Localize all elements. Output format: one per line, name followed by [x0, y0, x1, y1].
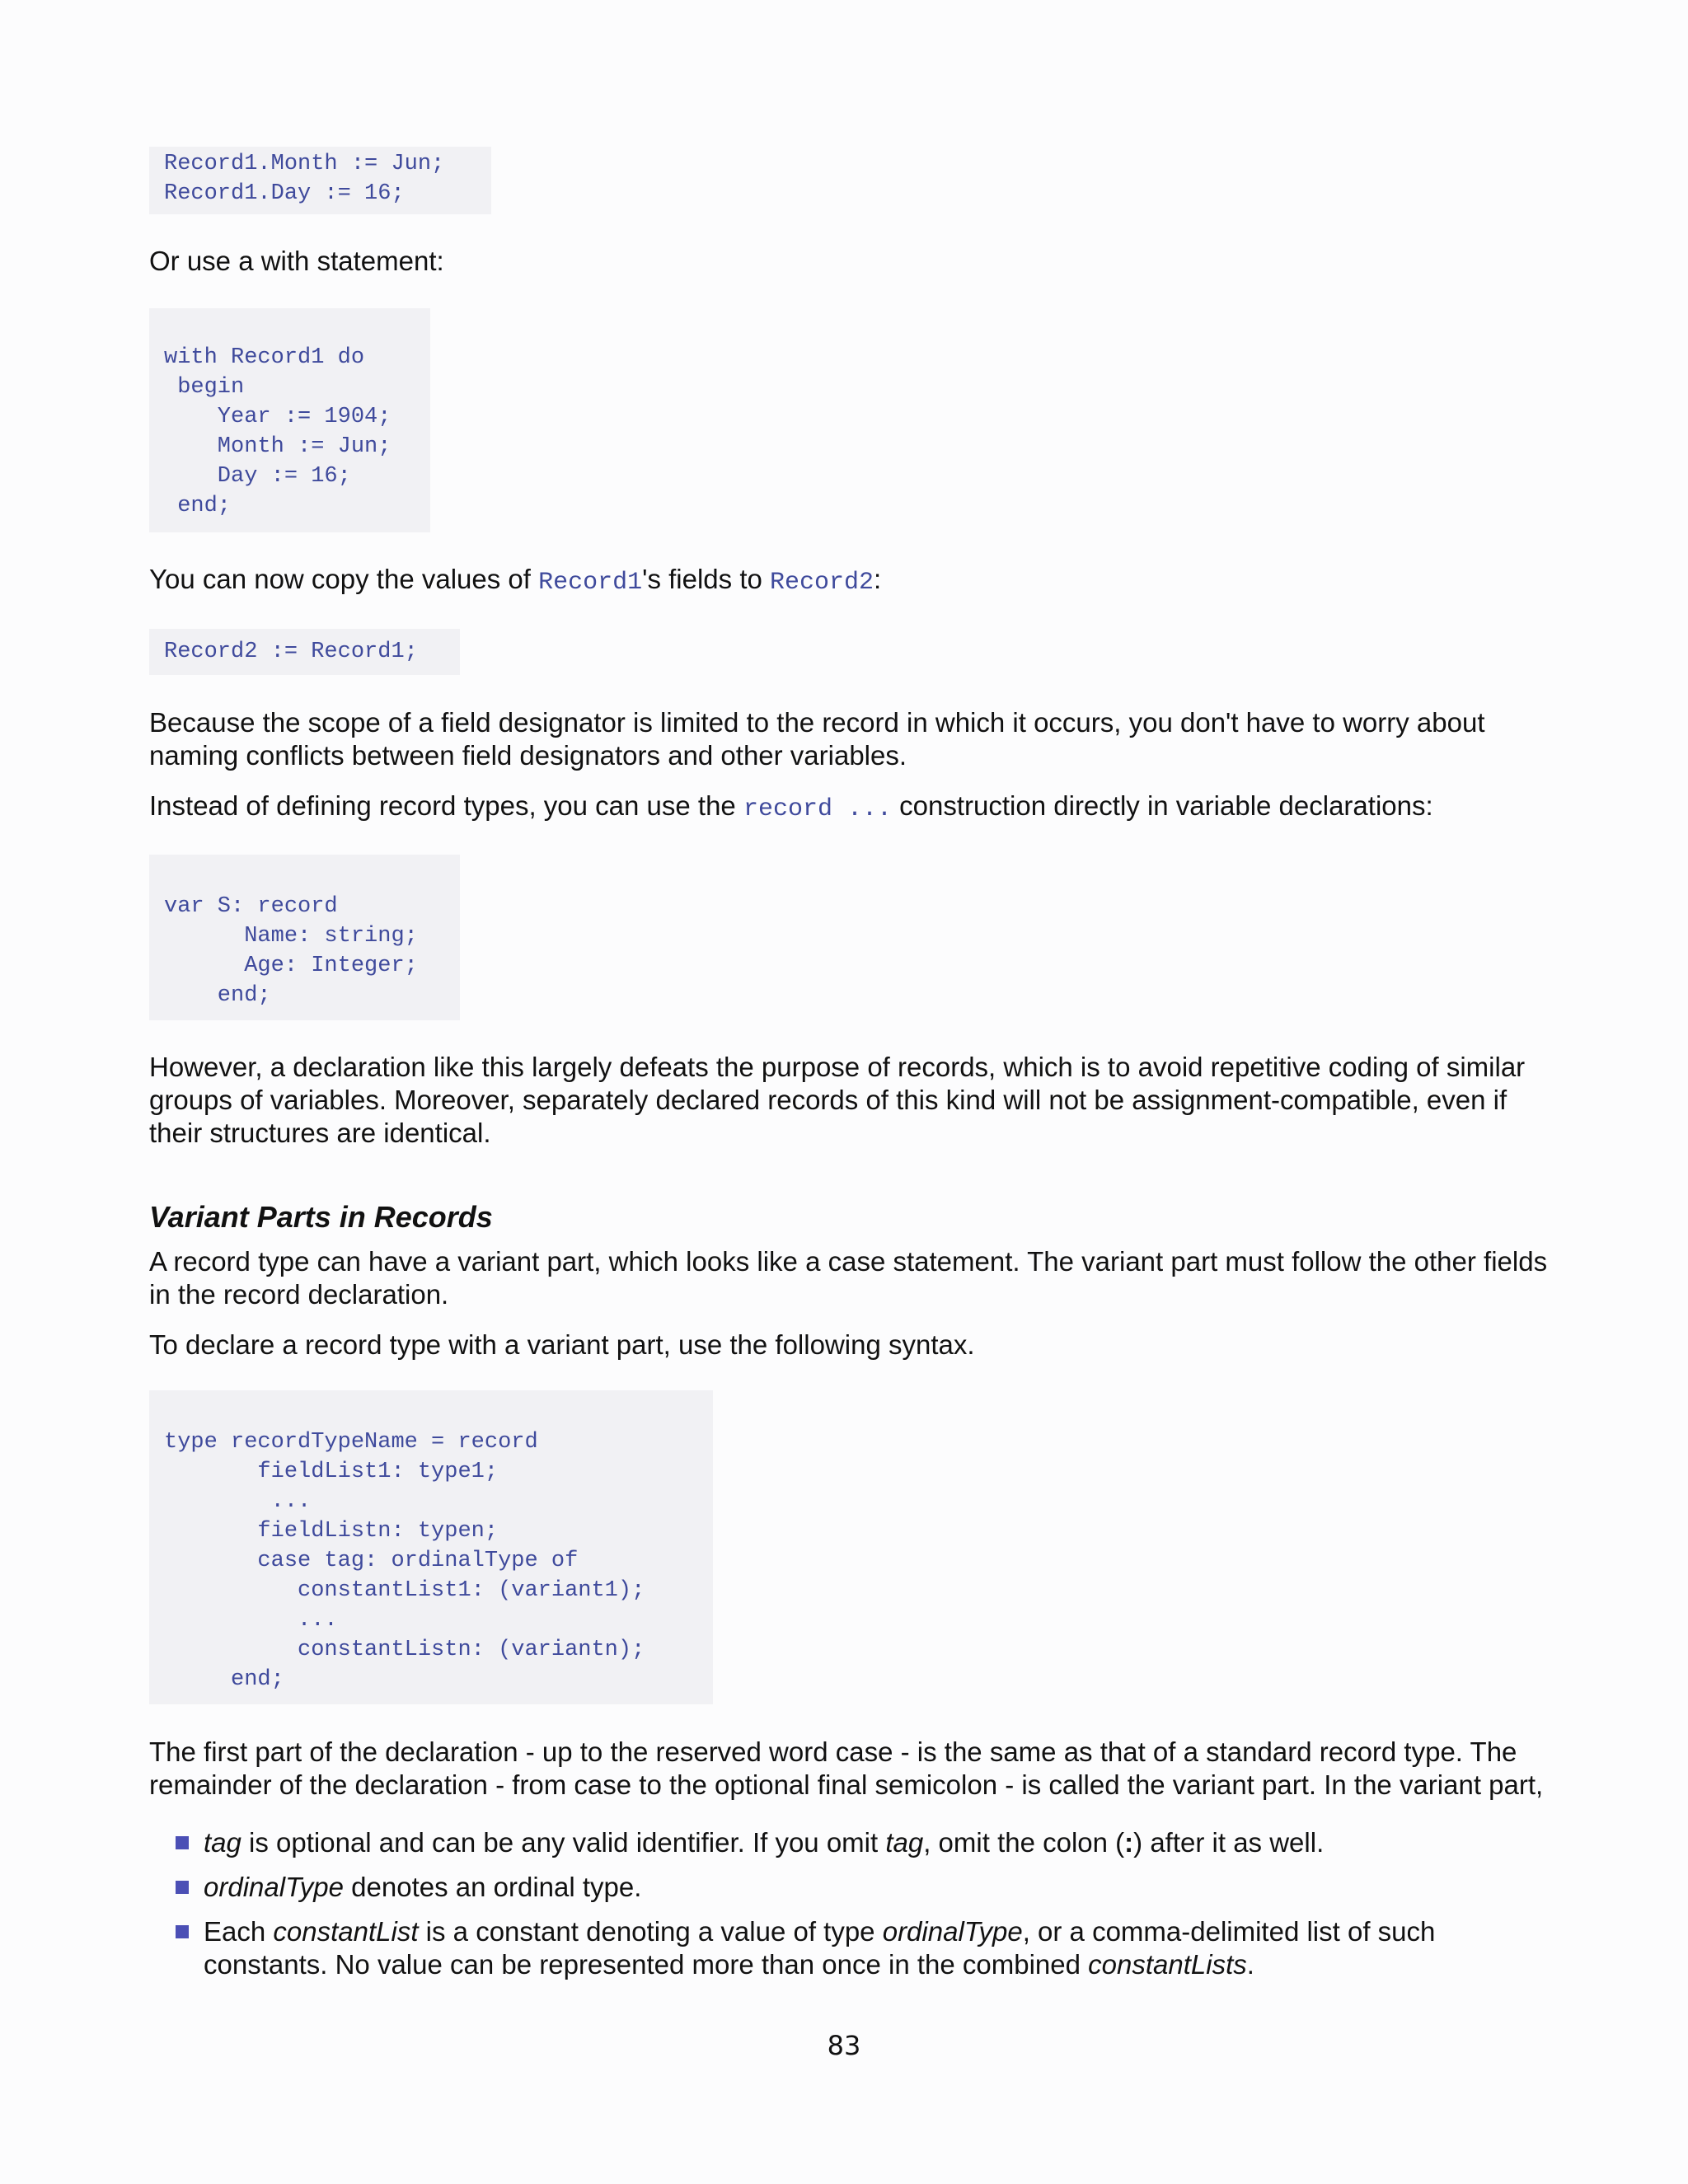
- paragraph-copy-values: [149, 563, 1550, 599]
- paragraph-or-with: Or use a with statement:: [149, 246, 444, 276]
- square-bullet-icon: [176, 1881, 189, 1894]
- instead-text-suffix: construction directly in variable declarations:: [892, 790, 1433, 821]
- bullet-text: , or a comma-delimited list of such constants. No value can be represented more than once in the combined: [204, 1916, 1436, 1980]
- colon-symbol: :: [1124, 1827, 1134, 1858]
- paragraph-scope: Because the scope of a field designator is limited to the record in which it occurs, you don't have to worry about naming conflicts between field designators and other variables.: [149, 707, 1485, 771]
- code-block-with: with Record1 do begin Year := 1904; Month := Jun; Day := 16; end;: [149, 308, 430, 532]
- list-item-ordinal-type: [176, 1871, 1527, 1904]
- inline-code-record2: Record2: [770, 569, 874, 597]
- term-tag: tag: [204, 1827, 241, 1858]
- variant-part-bullet-list: [176, 1826, 1527, 1993]
- term-ordinal-type: ordinalType: [204, 1872, 344, 1902]
- bullet-text: Each: [204, 1916, 274, 1947]
- term-ordinal-type: ordinalType: [882, 1916, 1023, 1947]
- code-block-var-record: var S: record Name: string; Age: Integer; end;: [149, 855, 460, 1020]
- paragraph-instead: [149, 790, 1550, 826]
- copy-text-middle: 's fields to: [642, 564, 771, 594]
- bullet-text: denotes an ordinal type.: [343, 1872, 642, 1902]
- bullet-text: is optional and can be any valid identifier. If you omit: [241, 1827, 886, 1858]
- paragraph-declare-syntax: To declare a record type with a variant part, use the following syntax.: [149, 1329, 975, 1360]
- inline-code-record-construction: record ...: [743, 795, 892, 823]
- code-block-variant-syntax: type recordTypeName = record fieldList1: type1; ... fieldListn: typen; case tag: ordinalType of constantList1: (variant1); ... constantListn: (variantn); end;: [149, 1390, 713, 1704]
- term-constant-lists: constantLists: [1088, 1949, 1247, 1980]
- page-number: 83: [827, 2030, 861, 2061]
- code-block-copy: Record2 := Record1;: [149, 629, 460, 675]
- square-bullet-icon: [176, 1836, 189, 1849]
- copy-text-prefix: You can now copy the values of: [149, 564, 539, 594]
- paragraph-however: However, a declaration like this largely defeats the purpose of records, which is to avoid repetitive coding of similar groups of variables. Moreover, separately declared records of this kind will not be assignment-compatible, even if their structures are identical.: [149, 1052, 1526, 1148]
- code-block-assign: Record1.Month := Jun; Record1.Day := 16;: [149, 147, 491, 214]
- copy-text-suffix: :: [874, 564, 882, 594]
- list-item-tag: [176, 1826, 1527, 1859]
- inline-code-record1: Record1: [538, 569, 643, 597]
- square-bullet-icon: [176, 1925, 189, 1938]
- paragraph-first-part: The first part of the declaration - up to the reserved word case - is the same as that of a standard record type. The remainder of the declaration - from case to the optional final semicolon - is called the variant part. In the variant part,: [149, 1736, 1544, 1800]
- paragraph-variant-intro: A record type can have a variant part, which looks like a case statement. The variant part must follow the other fields in the record declaration.: [149, 1246, 1548, 1310]
- bullet-text: , omit the colon (: [923, 1827, 1125, 1858]
- bullet-text: .: [1246, 1949, 1254, 1980]
- term-tag: tag: [885, 1827, 924, 1858]
- bullet-text: is a constant denoting a value of type: [418, 1916, 883, 1947]
- section-heading-variant-parts: Variant Parts in Records: [149, 1200, 493, 1234]
- list-item-constant-list: [176, 1915, 1527, 1981]
- bullet-text: ) after it as well.: [1133, 1827, 1325, 1858]
- term-constant-list: constantList: [273, 1916, 419, 1947]
- instead-text-prefix: Instead of defining record types, you can use the: [149, 790, 743, 821]
